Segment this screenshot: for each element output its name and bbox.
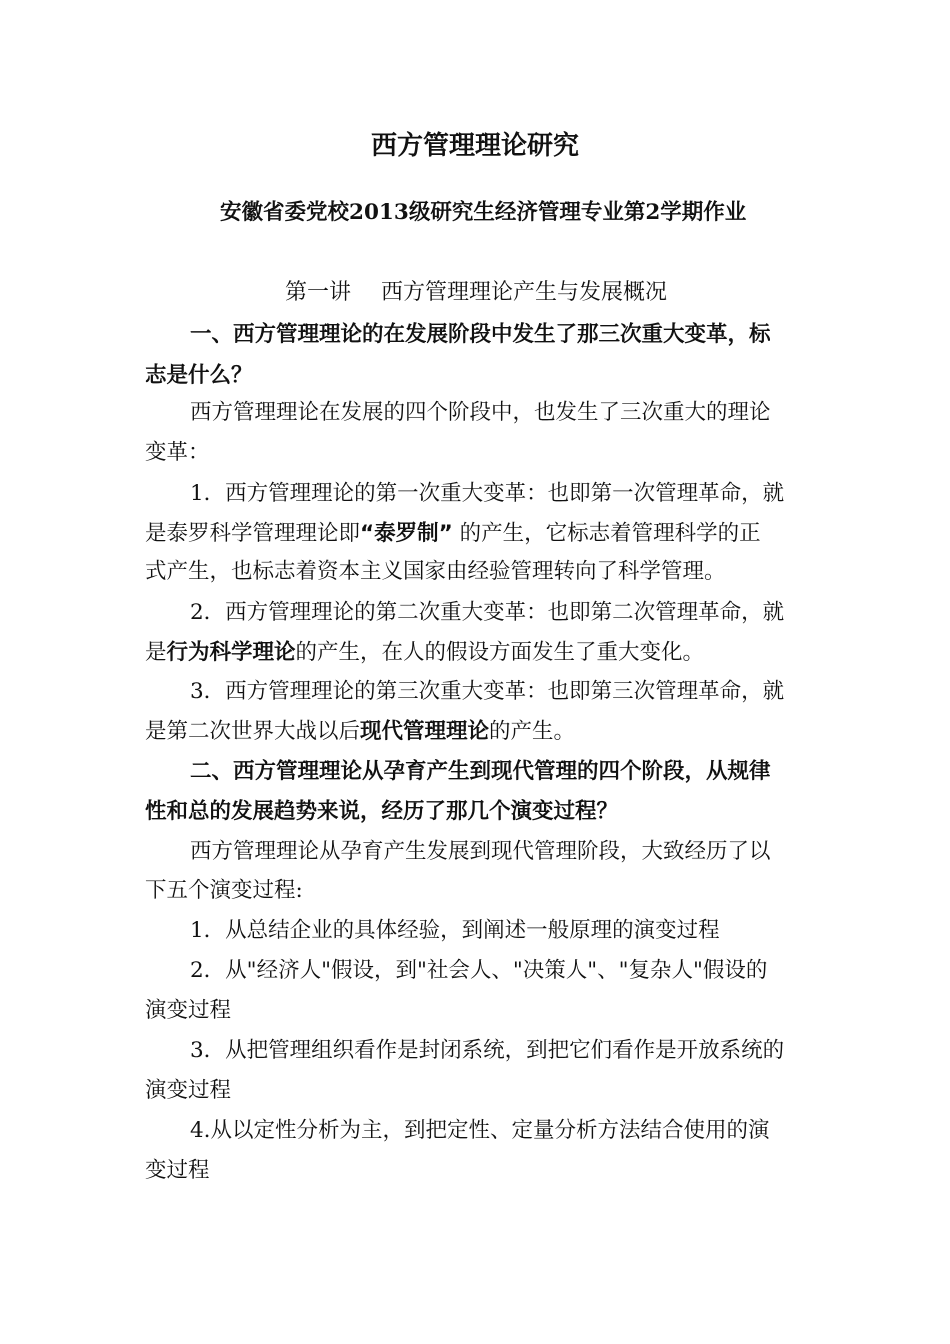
question-2-line-2: 性和总的发展趋势来说，经历了那几个演变过程？: [145, 799, 619, 824]
answer-1-intro-line-2: 变革：: [145, 440, 210, 465]
answer-1-item-1-line-3: 式产生，也标志着资本主义国家由经验管理转向了科学管理。: [145, 559, 726, 584]
answer-2-item-1: 1．从总结企业的具体经验，到阐述一般原理的演变过程: [190, 918, 720, 943]
lecture-heading: [285, 278, 667, 308]
taylor-system-term: “泰罗制”: [360, 521, 453, 546]
document-title: 西方管理理论研究: [370, 131, 579, 161]
lecture-number: 第一讲: [285, 280, 352, 305]
question-1-line-1: 一、西方管理理论的在发展阶段中发生了那三次重大变革，标: [190, 322, 771, 347]
answer-1-item-2-line-2: [145, 638, 704, 668]
answer-1-item-3-text-pre: 是第二次世界大战以后: [145, 719, 361, 744]
answer-1-item-2-text-pre: 是: [145, 640, 167, 665]
answer-1-item-2-line-1: 2．西方管理理论的第二次重大变革：也即第二次管理革命，就: [190, 600, 785, 625]
behavioral-science-term: 行为科学理论: [166, 640, 296, 665]
answer-1-item-2-text-post: 的产生，在人的假设方面发生了重大变化。: [295, 640, 705, 665]
answer-1-item-3-line-1: 3．西方管理理论的第三次重大变革：也即第三次管理革命，就: [190, 679, 785, 704]
answer-2-item-3-line-1: 3．从把管理组织看作是封闭系统，到把它们看作是开放系统的: [190, 1038, 785, 1063]
question-2-line-1: 二、西方管理理论从孕育产生到现代管理的四个阶段，从规律: [190, 759, 771, 784]
answer-1-item-1-line-1: 1．西方管理理论的第一次重大变革：也即第一次管理革命，就: [190, 481, 785, 506]
answer-2-item-4-line-1: 4.从以定性分析为主，到把定性、定量分析方法结合使用的演: [190, 1118, 770, 1143]
answer-2-item-2-line-2: 演变过程: [145, 998, 232, 1023]
modern-management-term: 现代管理理论: [360, 719, 490, 744]
question-1-line-2: 志是什么？: [145, 363, 253, 388]
answer-1-intro-line-1: 西方管理理论在发展的四个阶段中，也发生了三次重大的理论: [190, 400, 771, 425]
answer-1-item-1-line-2: [145, 519, 761, 549]
answer-2-item-4-line-2: 变过程: [145, 1158, 210, 1183]
document-subtitle: 安徽省委党校2013级研究生经济管理专业第2学期作业: [220, 200, 747, 225]
answer-2-item-2-line-1: 2．从"经济人"假设，到"社会人、"决策人"、"复杂人"假设的: [190, 958, 768, 983]
answer-2-intro-line-1: 西方管理理论从孕育产生发展到现代管理阶段，大致经历了以: [190, 839, 771, 864]
answer-1-item-3-text-post: 的产生。: [489, 719, 576, 744]
answer-2-intro-line-2: 下五个演变过程:: [145, 878, 303, 903]
answer-2-item-3-line-2: 演变过程: [145, 1078, 232, 1103]
lecture-name: 西方管理理论产生与发展概况: [381, 280, 668, 305]
answer-1-item-3-line-2: [145, 717, 575, 747]
answer-1-item-1-text-post: 的产生，它标志着管理科学的正: [452, 521, 761, 546]
answer-1-item-1-text-pre: 是泰罗科学管理理论即: [145, 521, 361, 546]
